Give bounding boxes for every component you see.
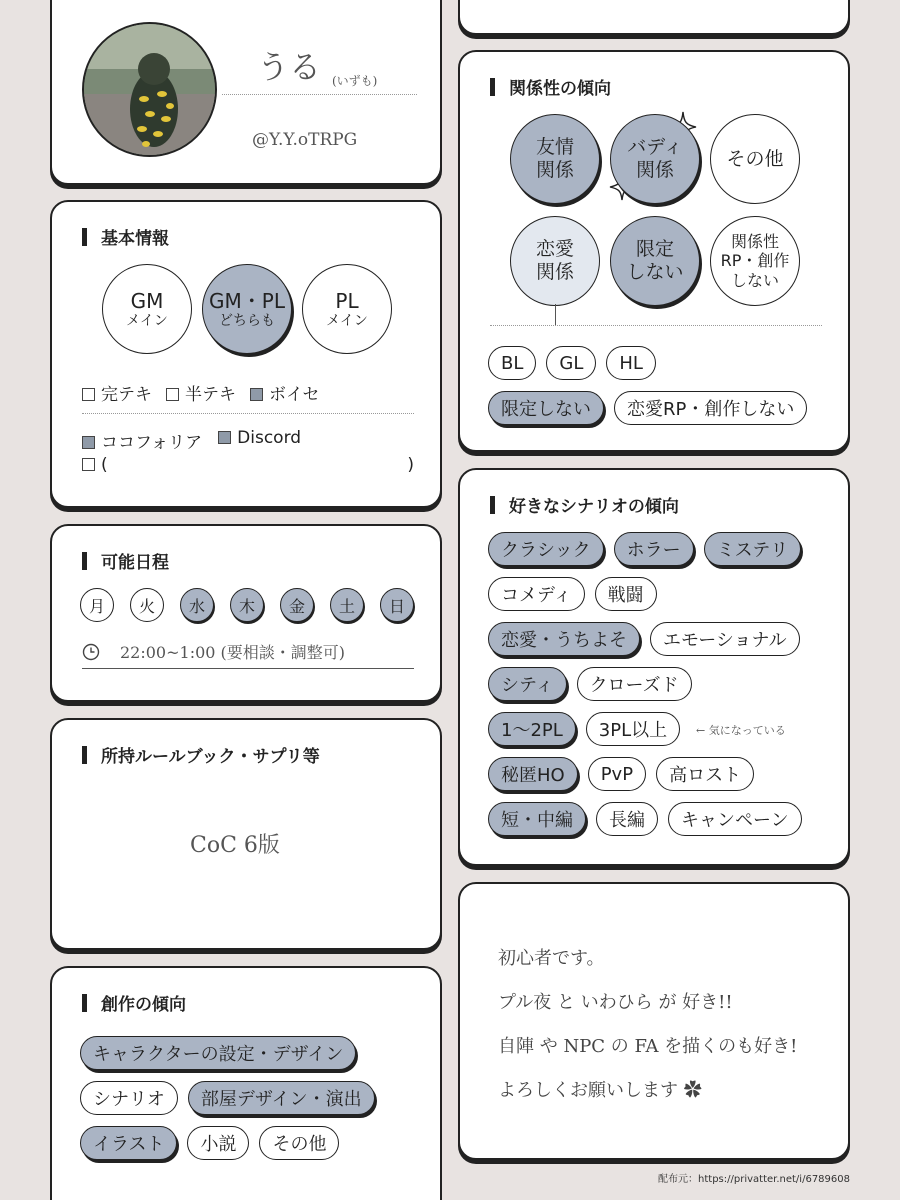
role-option[interactable] — [102, 264, 192, 354]
scenario-row — [488, 532, 801, 566]
role-option[interactable] — [202, 264, 292, 354]
scenario-pill[interactable]: クラシック — [488, 532, 604, 566]
time-text: 22:00~1:00 (要相談・調整可) — [120, 643, 346, 662]
rulebook-card — [50, 718, 442, 950]
relation-row — [488, 391, 807, 425]
relation-row — [488, 346, 656, 380]
role-main-label: PL — [335, 288, 359, 313]
relation-option[interactable] — [610, 114, 700, 204]
scenario-pill[interactable]: キャンペーン — [668, 802, 802, 836]
role-sub-label: どちらも — [219, 312, 275, 329]
tool-option[interactable] — [82, 428, 202, 453]
tool-option[interactable] — [218, 428, 301, 453]
clock-icon — [82, 643, 100, 661]
time-underline — [82, 668, 414, 669]
session-type-label: 完テキ — [101, 385, 152, 405]
scenario-pill[interactable]: 長編 — [596, 802, 658, 836]
role-main-label: GM — [130, 288, 164, 313]
session-type-option[interactable] — [82, 380, 152, 405]
time-row — [82, 640, 345, 663]
creative-pill[interactable]: 小説 — [187, 1126, 249, 1160]
relation-label: 恋愛 — [535, 238, 574, 261]
free-text-line: 自陣 や NPC の FA を描くのも好き! — [498, 1036, 798, 1057]
day-option[interactable]: 日 — [380, 588, 414, 622]
role-sub-label: メイン — [126, 312, 168, 329]
checkbox[interactable] — [82, 388, 95, 401]
scenario-row — [488, 802, 802, 836]
session-type-label: 半テキ — [185, 385, 236, 405]
name-divider — [222, 94, 417, 95]
relation-pill[interactable]: GL — [546, 346, 596, 380]
relation-label: しない — [730, 270, 779, 290]
scenario-pill[interactable]: ミステリ — [704, 532, 802, 566]
relation-option[interactable] — [710, 114, 800, 204]
tools-row — [82, 428, 301, 453]
session-type-option[interactable] — [166, 380, 236, 405]
checkbox[interactable] — [166, 388, 179, 401]
creative-row — [80, 1081, 375, 1115]
day-option[interactable]: 水 — [180, 588, 214, 622]
day-option[interactable]: 金 — [280, 588, 314, 622]
scenario-row — [488, 757, 754, 791]
session-type-label: ボイセ — [269, 385, 320, 405]
scenario-row — [488, 667, 692, 701]
relation-pill[interactable]: HL — [606, 346, 656, 380]
schedule-title: 可能日程 — [82, 548, 169, 573]
scenario-pill[interactable]: ホラー — [614, 532, 694, 566]
relation-label: RP・創作 — [720, 251, 790, 271]
checkbox[interactable] — [218, 431, 231, 444]
creative-pill[interactable]: その他 — [259, 1126, 339, 1160]
free-text-line: プル夜 と いわひら が 好き!! — [498, 992, 733, 1013]
relation-label: 関係 — [535, 159, 574, 181]
scenario-pill[interactable]: 短・中編 — [488, 802, 586, 836]
creative-pill[interactable]: 部屋デザイン・演出 — [188, 1081, 375, 1115]
free-text-card — [458, 882, 850, 1160]
rulebook-title: 所持ルールブック・サプリ等 — [82, 742, 320, 767]
scenario-pill[interactable]: 高ロスト — [656, 757, 754, 791]
relation-pill[interactable]: 恋愛RP・創作しない — [614, 391, 807, 425]
scenario-row — [488, 577, 657, 611]
creative-title: 創作の傾向 — [82, 990, 186, 1015]
relation-pill[interactable]: 限定しない — [488, 391, 604, 425]
creative-card — [50, 966, 442, 1200]
scenario-pill[interactable]: エモーショナル — [650, 622, 800, 656]
day-option[interactable]: 火 — [130, 588, 164, 622]
profile-card — [50, 0, 442, 185]
relation-label: 関係 — [535, 261, 574, 283]
scenario-card — [458, 468, 850, 866]
profile-name: うる — [257, 48, 322, 86]
scenario-pill[interactable]: 恋愛・うちよそ — [488, 622, 640, 656]
role-main-label: GM・PL — [209, 288, 285, 313]
relations-card — [458, 50, 850, 452]
scenario-title: 好きなシナリオの傾向 — [490, 492, 679, 517]
profile-reading: (いずも) — [332, 74, 378, 88]
scenario-pill[interactable]: 1〜2PL — [488, 712, 576, 746]
other-tool-checkbox[interactable] — [82, 458, 95, 471]
session-type-row — [82, 380, 320, 405]
basic-divider — [82, 413, 414, 414]
relation-option[interactable] — [710, 216, 800, 306]
rulebook-content: CoC 6版 — [190, 833, 280, 858]
footer-credit: 配布元：https://privatter.net/i/6789608 — [658, 1174, 850, 1185]
day-option[interactable]: 月 — [80, 588, 114, 622]
day-option[interactable]: 木 — [230, 588, 264, 622]
relation-label: 関係性 — [730, 232, 779, 252]
free-text-line: よろしくお願いします ✿ — [498, 1080, 702, 1101]
scenario-pill[interactable]: 秘匿HO — [488, 757, 578, 791]
creative-pill[interactable]: イラスト — [80, 1126, 177, 1160]
scenario-row — [488, 622, 800, 656]
top-right-card — [458, 0, 850, 35]
scenario-pill[interactable]: シティ — [488, 667, 567, 701]
scenario-pill[interactable]: コメディ — [488, 577, 585, 611]
creative-row — [80, 1126, 339, 1160]
session-type-option[interactable] — [250, 380, 320, 405]
scenario-row — [488, 712, 680, 746]
relation-label: 限定 — [635, 238, 674, 261]
tool-label: ココフォリア — [101, 433, 203, 453]
checkbox[interactable] — [82, 436, 95, 449]
schedule-card — [50, 524, 442, 702]
scenario-pill[interactable]: 戦闘 — [595, 577, 657, 611]
creative-row — [80, 1036, 356, 1070]
scenario-pill[interactable]: 3PL以上 — [586, 712, 680, 746]
avatar — [82, 22, 217, 157]
relation-label: しない — [626, 261, 684, 283]
relation-label: バディ — [627, 136, 683, 159]
basic-info-title: 基本情報 — [82, 224, 169, 249]
profile-handle: @Y.Y.oTRPG — [252, 130, 358, 150]
relations-title: 関係性の傾向 — [490, 74, 611, 99]
role-sub-label: メイン — [326, 312, 368, 329]
relation-option[interactable] — [510, 216, 600, 306]
day-option[interactable]: 土 — [330, 588, 364, 622]
relation-pill[interactable]: BL — [488, 346, 536, 380]
relation-label: 友情 — [535, 136, 574, 159]
relation-option[interactable] — [610, 216, 700, 306]
basic-info-card — [50, 200, 442, 508]
scenario-note: ← 気になっている — [696, 724, 786, 737]
relation-label: その他 — [726, 147, 784, 170]
relation-label: 関係 — [635, 159, 674, 181]
relations-stem — [555, 304, 556, 326]
relations-divider — [490, 325, 822, 326]
checkbox[interactable] — [250, 388, 263, 401]
free-text-line: 初心者です。 — [498, 948, 605, 969]
tool-label: Discord — [237, 428, 302, 448]
role-option[interactable] — [302, 264, 392, 354]
creative-pill[interactable]: キャラクターの設定・デザイン — [80, 1036, 356, 1070]
relation-option[interactable] — [510, 114, 600, 204]
other-tool-row: ( ) — [82, 455, 414, 475]
creative-pill[interactable]: シナリオ — [80, 1081, 178, 1115]
scenario-pill[interactable]: クローズド — [577, 667, 692, 701]
scenario-pill[interactable]: PvP — [588, 757, 646, 791]
